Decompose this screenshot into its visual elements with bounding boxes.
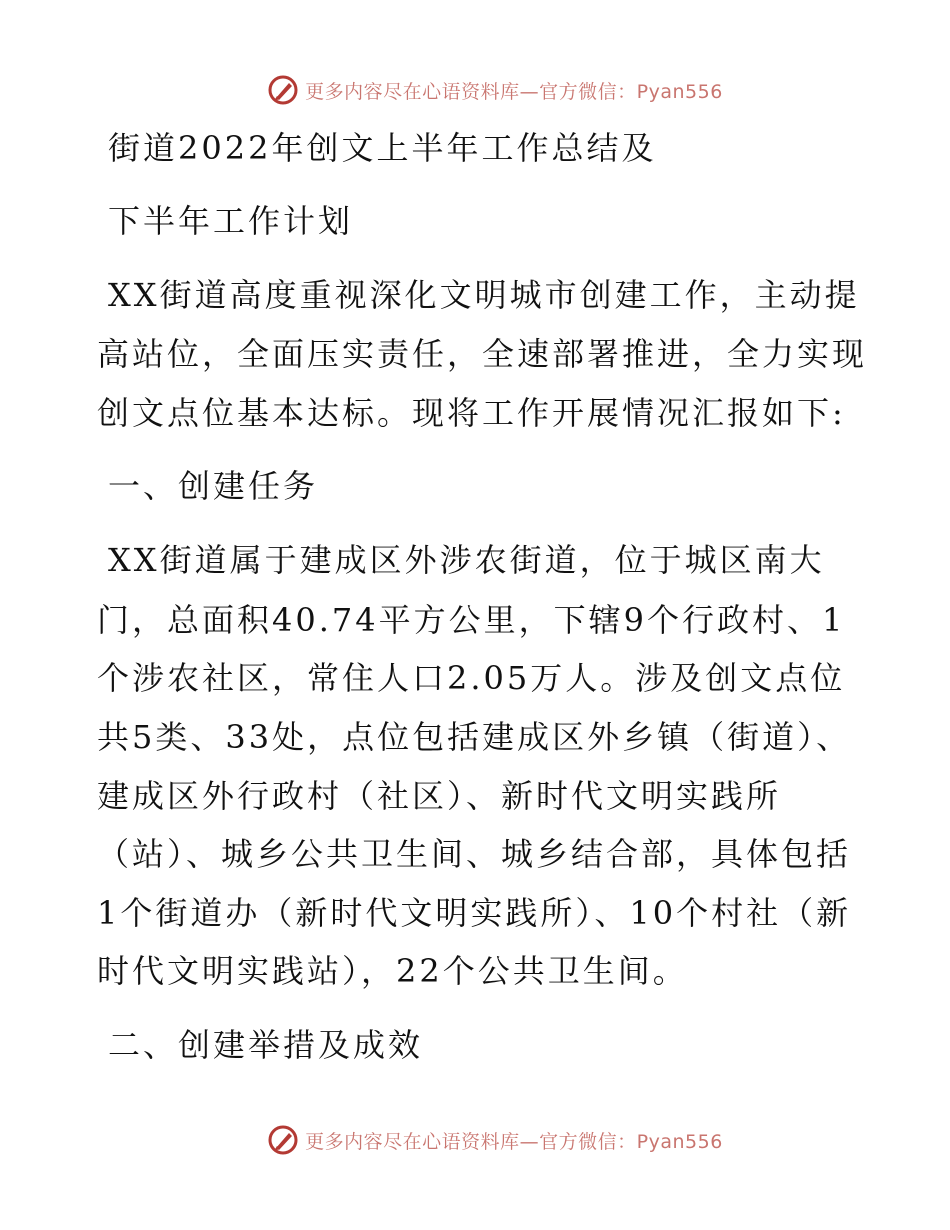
intro-line-3: 创文点位基本达标。现将工作开展情况汇报如下:: [97, 394, 846, 432]
footer-banner: [0, 1120, 950, 1160]
quill-logo-icon: [267, 74, 299, 106]
header-banner-text: 更多内容尽在心语资料库—官方微信：Pyan556: [305, 80, 723, 103]
intro-line-2: 高站位，全面压实责任，全速部署推进，全力实现: [97, 335, 868, 373]
section2-heading: 二、创建举措及成效: [108, 1026, 424, 1064]
footer-banner-text: 更多内容尽在心语资料库—官方微信：Pyan556: [305, 1130, 723, 1153]
section1-line-7: 1个街道办（新时代文明实践所）、10个村社（新: [97, 894, 852, 932]
intro-line-1: XX街道高度重视深化文明城市创建工作，主动提: [108, 276, 860, 314]
section1-line-2: 门，总面积40.74平方公里，下辖9个行政村、1: [97, 601, 846, 639]
header-banner: [0, 70, 950, 110]
section1-line-5: 建成区外行政村（社区）、新时代文明实践所: [97, 777, 782, 815]
section1-line-1: XX街道属于建成区外涉农街道，位于城区南大: [108, 541, 825, 579]
document-title-line1: 街道2022年创文上半年工作总结及: [108, 129, 657, 167]
section1-heading: 一、创建任务: [108, 467, 319, 505]
section1-line-8: 时代文明实践站），22个公共卫生间。: [97, 952, 688, 990]
section1-line-4: 共5类、33处，点位包括建成区外乡镇（街道）、: [97, 718, 852, 756]
quill-logo-icon: [267, 1124, 299, 1156]
section1-line-3: 个涉农社区，常住人口2.05万人。涉及创文点位: [97, 659, 846, 697]
section1-line-6: （站）、城乡公共卫生间、城乡结合部，具体包括: [97, 835, 852, 873]
document-title-line2: 下半年工作计划: [108, 202, 354, 240]
